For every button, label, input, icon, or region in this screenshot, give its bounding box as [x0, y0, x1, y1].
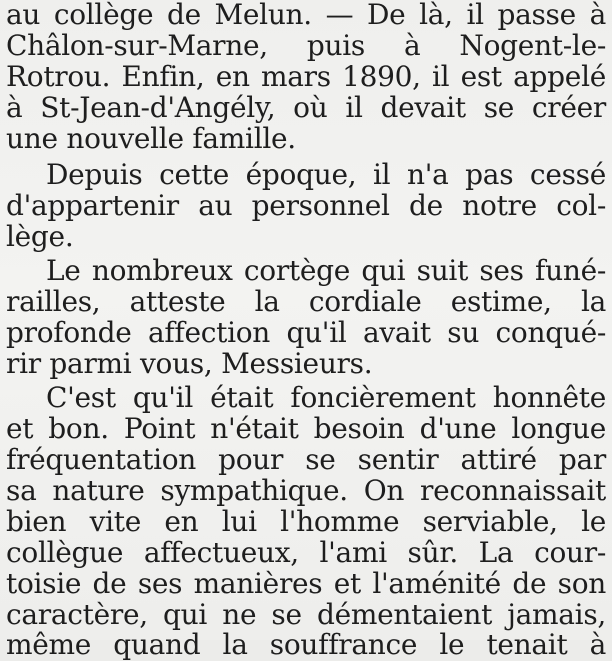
text-line: caractère, qui ne se démentaient jamais, [6, 598, 606, 631]
text-line: toisie de ses manières et l'aménité de son [6, 567, 606, 600]
text-line: d'appartenir au personnel de notre col- [6, 189, 606, 222]
text-line: au collège de Melun. — De là, il passe à [6, 0, 606, 31]
text-line: Depuis cette époque, il n'a pas cessé [46, 158, 606, 191]
text-line: lège. [6, 220, 74, 253]
text-line: une nouvelle famille. [6, 122, 296, 155]
text-line: C'est qu'il était foncièrement honnête [46, 381, 606, 414]
text-line: Châlon-sur-Marne, puis à Nogent-le- [6, 29, 606, 62]
text-line: collègue affectueux, l'ami sûr. La cour- [6, 536, 606, 569]
text-line: Le nombreux cortège qui suit ses funé- [46, 254, 606, 287]
text-line: rir parmi vous, Messieurs. [6, 347, 373, 380]
text-line: même quand la souffrance le tenait à [6, 628, 606, 661]
text-line: railles, atteste la cordiale estime, la [6, 285, 606, 318]
text-line: et bon. Point n'était besoin d'une longue [6, 412, 606, 445]
text-line: fréquentation pour se sentir attiré par [6, 443, 606, 476]
text-line: Rotrou. Enfin, en mars 1890, il est appelé [6, 60, 606, 93]
text-line: sa nature sympathique. On reconnaissait [6, 474, 606, 507]
text-line: à St-Jean-d'Angély, où il devait se créer [6, 91, 606, 124]
text-line: bien vite en lui l'homme serviable, le [6, 505, 606, 538]
text-line: profonde affection qu'il avait su conqué- [6, 316, 606, 349]
